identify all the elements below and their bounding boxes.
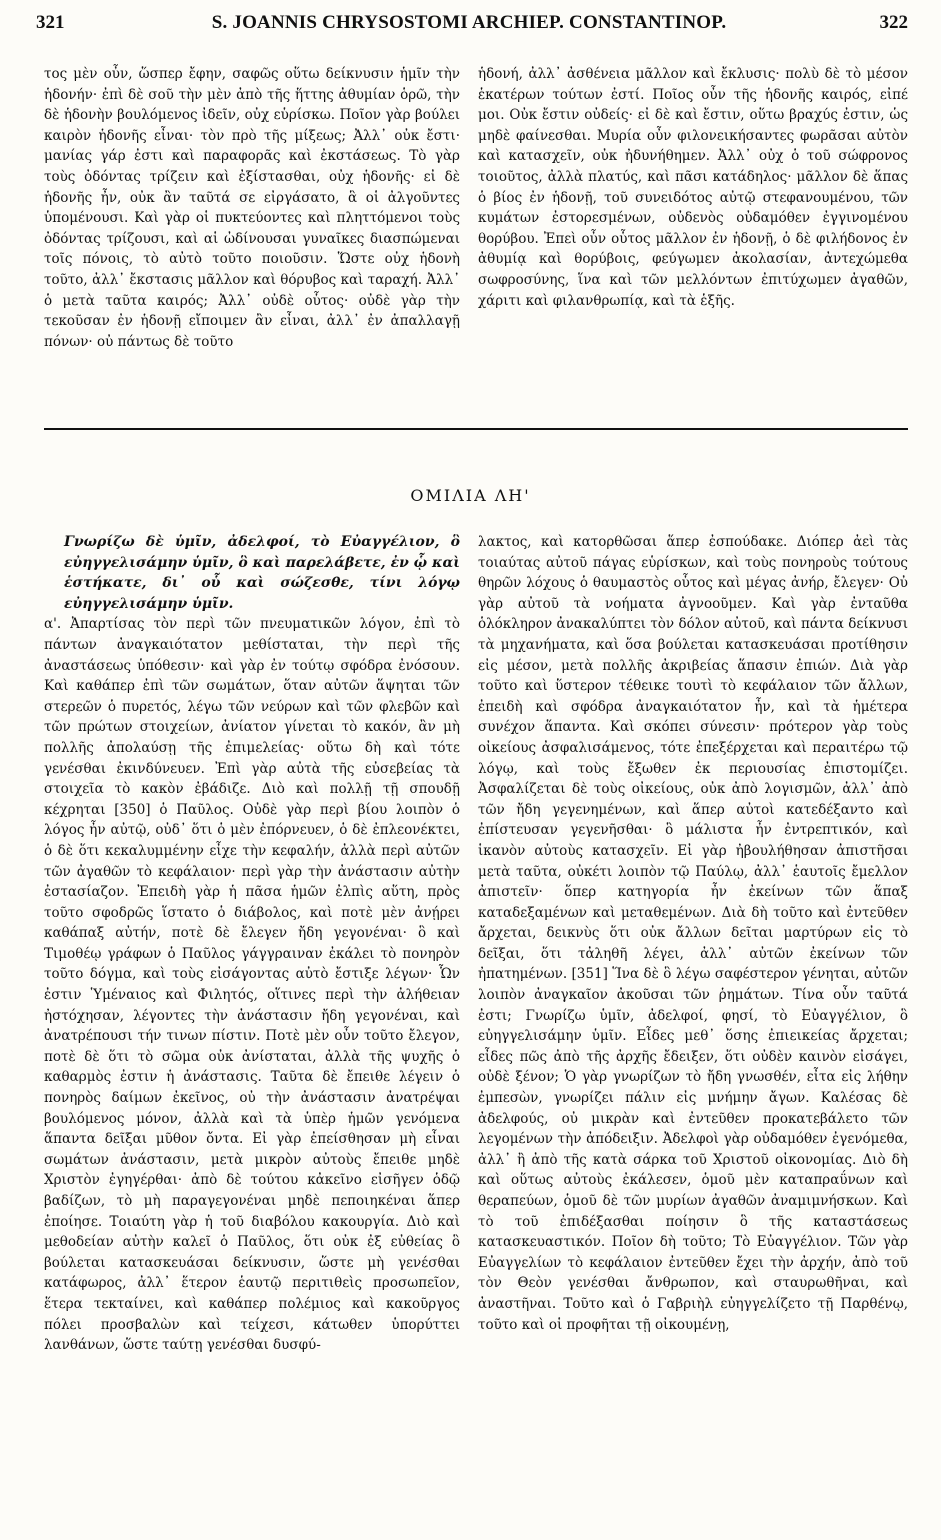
homily-title: ΟΜΙΛΙΑ ΛΗ' [410,486,531,505]
page-number-right: 322 [879,12,908,33]
bottom-left-paragraph: α'. Ἀπαρτίσας τὸν περὶ τῶν πνευματικῶν λόγον, ἐπὶ τὸ πάντων ἀναγκαιότατον μεθίσταται, τὴν περὶ τῆς ἀναστάσεως ὑπόθεσιν· καὶ γὰρ ἐν τούτῳ σφόδρα ἐνόσουν. Καὶ καθάπερ ἐπὶ τῶν σωμάτων, ὅταν αὐτῶν ἅψηται τῶν στερεῶν ὁ πυρετός, λέγω τῶν νεύρων καὶ τῶν φλεβῶν καὶ τῶν πρώτων στοιχείων, ἀνίατον γίνεται τὸ κακόν, ἂν μὴ πολλῆς ἀπολαύσῃ τῆς ἐπιμελείας· οὕτω δὴ καὶ τότε γενέσθαι ἐκινδύνευεν. Ἐπὶ γὰρ αὐτὰ τῆς εὐσεβείας τὰ στοιχεῖα τὸ κακὸν ἐβάδιζε. Διὸ καὶ πολλῇ τῇ σπουδῇ κέχρηται [350] ὁ Παῦλος. Οὐδὲ γὰρ περὶ βίου λοιπὸν ὁ λόγος ἦν αὐτῷ, οὐδ᾽ ὅτι ὁ μὲν ἐπόρνευεν, ὁ δὲ ἐπλεονέκτει, ὁ δὲ ὅτι κεκαλυμμένην εἶχε τὴν κεφαλήν, ἀλλὰ περὶ αὐτῶν τῶν ἀγαθῶν τὸ κεφάλαιον· περὶ γὰρ τὴν ἀνάστασιν αὐτὴν ἐστασίαζον. Ἐπειδὴ γὰρ ἡ πᾶσα ἡμῶν ἐλπὶς αὕτη, πρὸς τοῦτο σφοδρῶς ἵστατο ὁ διάβολος, καὶ ποτὲ μὲν ἀνῄρει καθάπαξ αὐτήν, ποτὲ δὲ ἔλεγεν ἤδη γεγονέναι· ὃ καὶ Τιμοθέῳ γράφων ὁ Παῦλος γάγγραιναν ἐκάλει τὸ πονηρὸν τοῦτο δόγμα, καὶ τοὺς εἰσάγοντας αὐτὸ ἔστιξε λέγων· Ὧν ἐστιν Ὑμέναιος καὶ Φιλητός, οἵτινες περὶ τὴν ἀλήθειαν ἠστόχησαν, λέγοντες τὴν ἀνάστασιν ἤδη γεγονέναι, καὶ ἀνατρέπουσι τήν τινων πίστιν. Ποτὲ μὲν οὖν τοῦτο ἔλεγον, ποτὲ δὲ ὅτι τὸ σῶμα οὐκ ἀνίσταται, ἀλλὰ τῆς ψυχῆς ὁ καθαρμὸς ἐστιν ἡ ἀνάστασις. Ταῦτα δὲ ἔπειθε λέγειν ὁ πονηρὸς δαίμων ἐκεῖνος, οὐ τὴν ἀνάστασιν ἀνατρέψαι βουλόμενος μόνον, ἀλλὰ καὶ τὰ ὑπὲρ ἡμῶν γενόμενα ἅπαντα δεῖξαι μῦθον ὄντα. Εἰ γὰρ ἐπείσθησαν μὴ εἶναι σωμάτων ἀνάστασιν, μετὰ μικρὸν αὐτοὺς ἔπειθε μηδὲ Χριστὸν ἐγηγέρθαι· ἀπὸ δὲ τούτου κἀκεῖνο εἰσῆγεν ὁδῷ βαδίζων, τὸ μὴ παραγεγονέναι μηδὲ πεποιηκέναι ἅπερ ἐποίησε. Τοιαύτη γὰρ ἡ τοῦ διαβόλου κακουργία. Διὸ καὶ μεθοδείαν αὐτὴν καλεῖ ὁ Παῦλος, ὅτι οὐκ ἐξ εὐθείας ὃ βούλεται κατασκευάσαι δείκνυσιν, ὥστε μὴ γενέσθαι κατάφωρος, ἀλλ᾽ ἕτερον ἑαυτῷ περιτιθεὶς προσωπεῖον, ἕτερα τεκταίνει, καὶ καθάπερ πολέμιος καὶ κακοῦργος πόλει προσβαλὼν καὶ τείχεσι, κάτωθεν ὑπορύττει λανθάνων, ὥστε ταύτῃ γενέσθαι δυσφύ- [44,616,460,1354]
top-right-paragraph: ἡδονή, ἀλλ᾽ ἀσθένεια μᾶλλον καὶ ἔκλυσις· πολὺ δὲ τὸ μέσον ἑκατέρων τούτων ἐστί. Ποῖος οὖν τῆς ἡδονῆς καιρός, εἰπέ μοι. Οὐκ ἔστιν οὐδείς· εἰ δὲ καὶ ἔστιν, οὕτω βραχύς ἐστιν, ὡς μηδὲ φαίνεσθαι. Μυρία οὖν φιλονεικήσαντες φωρᾶσαι αὐτὸν καὶ κατασχεῖν, οὐκ ἠδυνήθημεν. Ἀλλ᾽ οὐχ ὁ τοῦ σώφρονος τοιοῦτος, ἀλλὰ πλατύς, καὶ πᾶσι κατάδηλος· μᾶλλον δὲ ἅπας ὁ βίος ἐν ἡδονῇ, τοῦ συνειδότος αὐτῷ στεφανουμένου, τῶν κυμάτων ἐστορεσμένων, οὐδενὸς οὐδαμόθεν ἐγγινομένου θορύβου. Ἐπεὶ οὖν οὗτος μᾶλλον ἐν ἡδονῇ, ὁ δὲ φιλήδονος ἐν ἀθυμίᾳ καὶ θορύβοις, φεύγωμεν ἀκολασίαν, ἀντεχώμεθα σωφροσύνης, ἵνα καὶ τῶν μελλόντων ἐπιτύχωμεν ἀγαθῶν, χάριτι καὶ φιλανθρωπίᾳ, καὶ τὰ ἑξῆς. [478,66,908,309]
top-left-paragraph: τος μὲν οὖν, ὥσπερ ἔφην, σαφῶς οὕτω δείκνυσιν ἡμῖν τὴν ἡδονήν· ἐπὶ δὲ σοῦ τὴν μὲν ἀπὸ τῆς ἥττης ἀθυμίαν ὁρῶ, τὴν δὲ ἡδονὴν βουλόμενος ἰδεῖν, οὐχ εὑρίσκω. Ποῖον γὰρ βούλει καιρὸν ἡδονῆς εἶναι· τὸν πρὸ τῆς μίξεως; Ἀλλ᾽ οὐκ ἔστι· μανίας γάρ ἐστι καὶ παραφορᾶς καὶ ἐκστάσεως. Τὸ γὰρ τοὺς ὀδόντας τρίζειν καὶ ἐξίστασθαι, οὐχ ἡδονῆς· εἰ δὲ ἡδονῆς ἦν, οὐκ ἂν ταῦτά σε εἰργάσατο, ἃ οἱ ἀλγοῦντες ὑπομένουσι. Καὶ γὰρ οἱ πυκτεύοντες καὶ πληττόμενοι τοὺς ὀδόντας τρίζουσι, καὶ αἱ ὠδίνουσαι γυναῖκες διασπώμεναι τοῖς πόνοις, τὸ αὐτὸ τοῦτο ποιοῦσιν. Ὥστε οὐχ ἡδονὴ τοῦτο, ἀλλ᾽ ἔκστασις μᾶλλον καὶ θόρυβος καὶ ταραχή. Ἀλλ᾽ ὁ μετὰ ταῦτα καιρός; Ἀλλ᾽ οὐδὲ οὗτος· οὐδὲ γὰρ τὴν τεκοῦσαν ἐν ἡδονῇ εἴποιμεν ἂν εἶναι, ἀλλ᾽ ἐν ἀπαλλαγῇ πόνων· οὐ πάντως δὲ τοῦτο [44,66,460,350]
top-right-column [478,64,908,376]
page-number-left: 321 [36,12,65,33]
running-title: S. JOANNIS CHRYSOSTOMI ARCHIEP. CONSTANTINOP. [211,12,727,33]
bottom-right-column [478,532,908,1492]
bottom-right-paragraph: λακτος, καὶ κατορθῶσαι ἅπερ ἐσπούδακε. Διόπερ ἀεὶ τὰς τοιαύτας αὐτοῦ πάγας εὑρίσκων, καὶ τοὺς πονηροὺς τούτους θηρῶν λόχους ὁ θαυμαστὸς οὗτος καὶ μέγας ἀνήρ, ἔλεγεν· Οὐ γὰρ αὐτοῦ τὰ νοήματα ἀγνοοῦμεν. Καὶ γὰρ ἐνταῦθα ὁλόκληρον ἀνακαλύπτει τὸν δόλον αὐτοῦ, καὶ πάντα δείκνυσι τὰ μηχανήματα, καὶ ὅσα βούλεται κατασκευάσαι προτίθησιν εἰς μέσον, μετὰ πολλῆς ἀκριβείας ἅπασιν ἐπιών. Διὰ γὰρ τοῦτο καὶ ὕστερον τέθεικε τουτὶ τὸ κεφάλαιον τῶν ἄλλων, ἐπειδὴ καὶ σφόδρα ἀναγκαιότατον ἦν, καὶ τὰ ἡμέτερα συνέχον ἅπαντα. Καὶ σκόπει σύνεσιν· πρότερον γὰρ τοὺς οἰκείους ἀσφαλισάμενος, τότε ἐπεξέρχεται καὶ περαιτέρω τῷ λόγῳ, καὶ τοὺς ἔξωθεν ἐκ περιουσίας ἐπιστομίζει. Ἀσφαλίζεται δὲ τοὺς οἰκείους, οὐκ ἀπὸ λογισμῶν, ἀλλ᾽ ἀπὸ τῶν ἤδη γεγενημένων, καὶ ἅπερ αὐτοὶ κατεδέξαντο καὶ ἐπίστευσαν γεγενῆσθαι· ὃ μάλιστα ἦν ἐντρεπτικόν, καὶ ἱκανὸν αὐτοὺς κατασχεῖν. Εἰ γὰρ ἠβουλήθησαν ἀπιστῆσαι μετὰ ταῦτα, οὐκέτι λοιπὸν τῷ Παύλῳ, ἀλλ᾽ ἑαυτοῖς ἔμελλον ἀπιστεῖν· ὅπερ κατηγορία ἦν ἐκείνων τῶν ἅπαξ καταδεξαμένων καὶ μεταθεμένων. Διὰ δὴ τοῦτο καὶ ἐντεῦθεν ἄρχεται, δεικνὺς ὅτι οὐκ ἄλλων δεῖται μαρτύρων εἰς τὸ δεῖξαι, ὅτι τἀληθῆ λέγει, ἀλλ᾽ αὐτῶν ἐκείνων τῶν ἠπατημένων. [351] Ἵνα δὲ ὃ λέγω σαφέστερον γένηται, αὐτῶν λοιπὸν ἀναγκαῖον ἀκοῦσαι τῶν ῥημάτων. Τίνα οὖν ταῦτά ἐστι; Γνωρίζω ὑμῖν, ἀδελφοί, φησί, τὸ Εὐαγγέλιον, ὃ εὐηγγελισάμην ὑμῖν. Εἶδες μεθ᾽ ὅσης ἐπιεικείας ἄρχεται; εἶδες πῶς ἀπὸ τῆς ἀρχῆς ἔδειξεν, ὅτι οὐδὲν καινὸν εἰσάγει, οὐδὲ ξένον; Ὁ γὰρ γνωρίζων τὸ ἤδη γνωσθέν, εἶτα εἰς λήθην ἐμπεσὼν, γνωρίζει πάλιν εἰς μνήμην ἄγων. Καλέσας δὲ ἀδελφούς, οὐ μικρὰν καὶ ἐντεῦθεν προκατεβάλετο τῶν λεγομένων τὴν ἀπόδειξιν. Ἀδελφοὶ γὰρ οὐδαμόθεν ἐγενόμεθα, ἀλλ᾽ ἢ ἀπὸ τῆς κατὰ σάρκα τοῦ Χριστοῦ οἰκονομίας. Διὸ δὴ καὶ οὕτως αὐτοὺς ἐκάλεσεν, ὁμοῦ μὲν καταπραΰνων καὶ θεραπεύων, ὁμοῦ δὲ τῶν μυρίων ἀγαθῶν ἀναμιμνήσκων. Καὶ τὸ τοῦ ἐπιδέξασθαι ποίησιν ὃ τῆς καταστάσεως κατασκευαστικόν. Ποῖον δὴ τοῦτο; Τὸ Εὐαγγέλιον. Τῶν γὰρ Εὐαγγελίων τὸ κεφάλαιον ἐντεῦθεν ἔχει τὴν ἀρχήν, ἀπὸ τοῦ τὸν Θεὸν γενέσθαι ἄνθρωπον, καὶ σταυρωθῆναι, καὶ ἀναστῆναι. Τοῦτο καὶ ὁ Γαβριὴλ εὐηγγελίζετο τῇ Παρθένῳ, τοῦτο καὶ οἱ προφῆται τῇ οἰκουμένῃ, [478,534,908,1333]
top-left-column [44,64,460,396]
section-divider [44,428,908,430]
bottom-left-column [44,532,460,1492]
scripture-lemma: Γνωρίζω δὲ ὑμῖν, ἀδελφοί, τὸ Εὐαγγέλιον, ὃ εὐηγγελισάμην ὑμῖν, ὃ καὶ παρελάβετε, ἐν ᾧ καὶ ἑστήκατε, δι᾽ οὗ καὶ σώζεσθε, τίνι λόγῳ εὐηγγελισάμην ὑμῖν. [64,534,460,612]
running-header [30,12,908,46]
